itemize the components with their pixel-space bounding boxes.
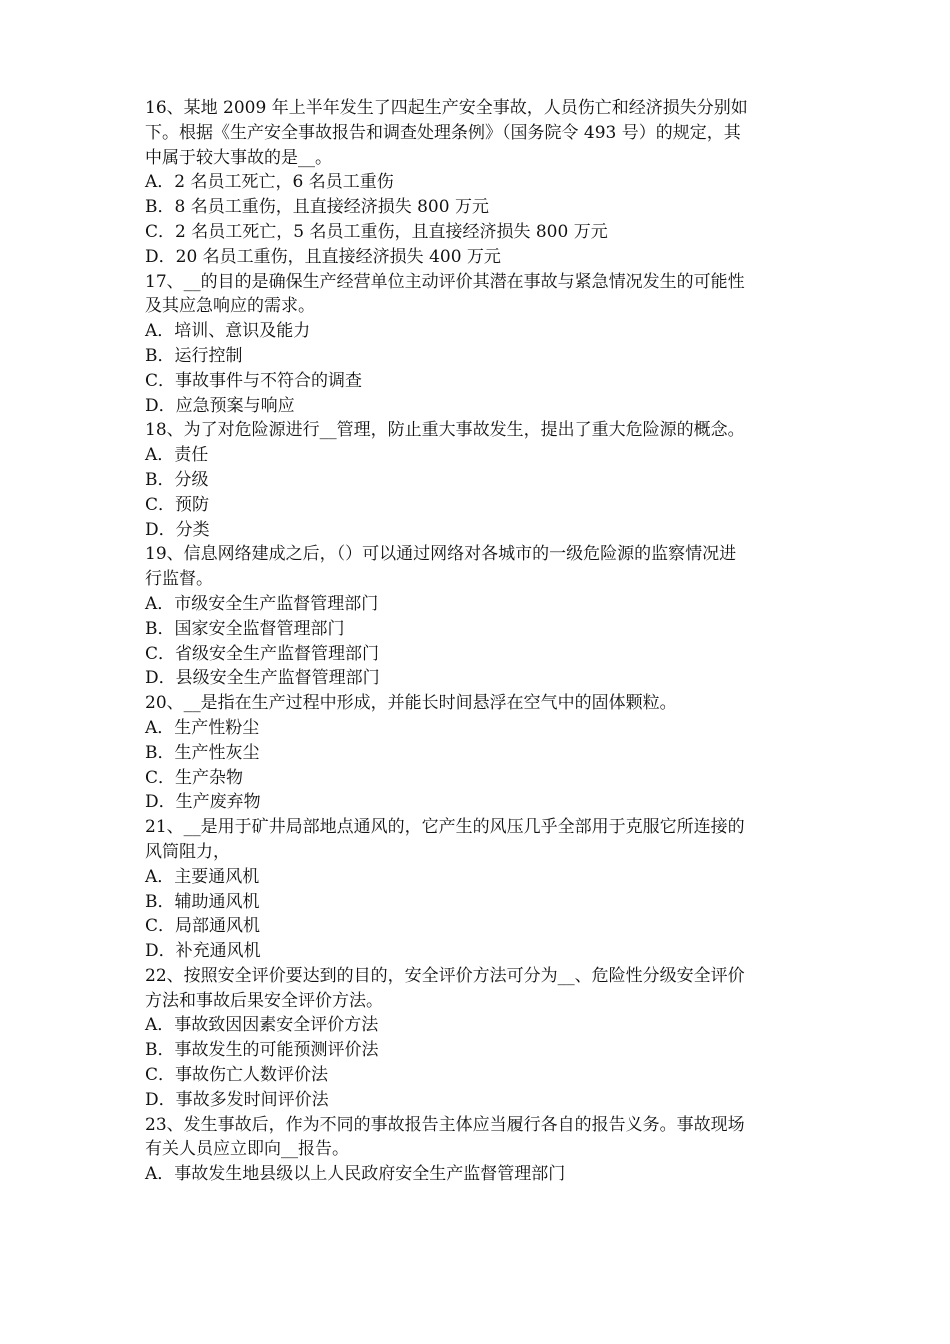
option-a: A．2 名员工死亡，6 名员工重伤 — [145, 172, 394, 193]
document-page — [145, 96, 809, 1187]
question-text-line: 17、__的目的是确保生产经营单位主动评价其潜在事故与紧急情况发生的可能性 — [145, 271, 745, 292]
question-21 — [145, 815, 809, 964]
question-text-line: 风筒阻力， — [145, 841, 230, 862]
option-c: C．事故事件与不符合的调查 — [145, 370, 363, 391]
question-18 — [145, 418, 809, 542]
question-text-line: 19、信息网络建成之后，（）可以通过网络对各城市的一级危险源的监察情况进 — [145, 544, 737, 565]
question-text-line: 方法和事故后果安全评价方法。 — [145, 990, 383, 1011]
question-text-line: 18、为了对危险源进行__管理，防止重大事故发生，提出了重大危险源的概念。 — [145, 420, 745, 441]
option-d: D．县级安全生产监督管理部门 — [145, 668, 380, 689]
question-22 — [145, 964, 809, 1113]
option-a: A．生产性粉尘 — [145, 717, 260, 738]
question-text-line: 21、__是用于矿井局部地点通风的，它产生的风压几乎全部用于克服它所连接的 — [145, 817, 745, 838]
option-b: B．辅助通风机 — [145, 891, 260, 912]
option-d: D．补充通风机 — [145, 941, 261, 962]
option-d: D．分类 — [145, 519, 210, 540]
option-b: B．运行控制 — [145, 345, 243, 366]
question-text-line: 22、按照安全评价要达到的目的，安全评价方法可分为__、危险性分级安全评价 — [145, 965, 745, 986]
option-d: D．20 名员工重伤，且直接经济损失 400 万元 — [145, 246, 501, 267]
question-text-line: 有关人员应立即向__报告。 — [145, 1139, 349, 1160]
option-b: B．国家安全监督管理部门 — [145, 618, 345, 639]
option-b: B．事故发生的可能预测评价法 — [145, 1040, 379, 1061]
question-16 — [145, 96, 809, 270]
question-text-line: 23、发生事故后，作为不同的事故报告主体应当履行各自的报告义务。事故现场 — [145, 1114, 745, 1135]
option-c: C．生产杂物 — [145, 767, 244, 788]
option-b: B．8 名员工重伤，且直接经济损失 800 万元 — [145, 197, 489, 218]
option-c: C．2 名员工死亡，5 名员工重伤，且直接经济损失 800 万元 — [145, 221, 608, 242]
option-c: C．事故伤亡人数评价法 — [145, 1065, 329, 1086]
question-17 — [145, 270, 809, 419]
question-text-line: 16、某地 2009 年上半年发生了四起生产安全事故，人员伤亡和经济损失分别如 — [145, 98, 748, 118]
option-a: A．市级安全生产监督管理部门 — [145, 593, 379, 614]
option-a: A．责任 — [145, 445, 209, 466]
option-c: C．省级安全生产监督管理部门 — [145, 643, 380, 664]
option-a: A．培训、意识及能力 — [145, 321, 311, 342]
option-a: A．主要通风机 — [145, 866, 260, 887]
option-b: B．生产性灰尘 — [145, 742, 260, 763]
question-19 — [145, 542, 809, 691]
question-text-line: 行监督。 — [145, 569, 213, 590]
option-a: A．事故致因因素安全评价方法 — [145, 1015, 379, 1036]
option-c: C．局部通风机 — [145, 916, 261, 937]
option-d: D．应急预案与响应 — [145, 395, 295, 416]
option-c: C．预防 — [145, 494, 210, 515]
option-d: D．生产废弃物 — [145, 792, 261, 813]
option-a: A．事故发生地县级以上人民政府安全生产监督管理部门 — [145, 1164, 566, 1185]
question-20 — [145, 691, 809, 815]
question-text-line: 下。根据《生产安全事故报告和调查处理条例》（国务院令 493 号）的规定，其 — [145, 122, 741, 143]
question-23 — [145, 1113, 809, 1187]
option-b: B．分级 — [145, 469, 209, 490]
option-d: D．事故多发时间评价法 — [145, 1089, 329, 1110]
question-text-line: 中属于较大事故的是__。 — [145, 147, 332, 168]
question-text-line: 20、__是指在生产过程中形成，并能长时间悬浮在空气中的固体颗粒。 — [145, 693, 677, 714]
question-text-line: 及其应急响应的需求。 — [145, 296, 315, 317]
